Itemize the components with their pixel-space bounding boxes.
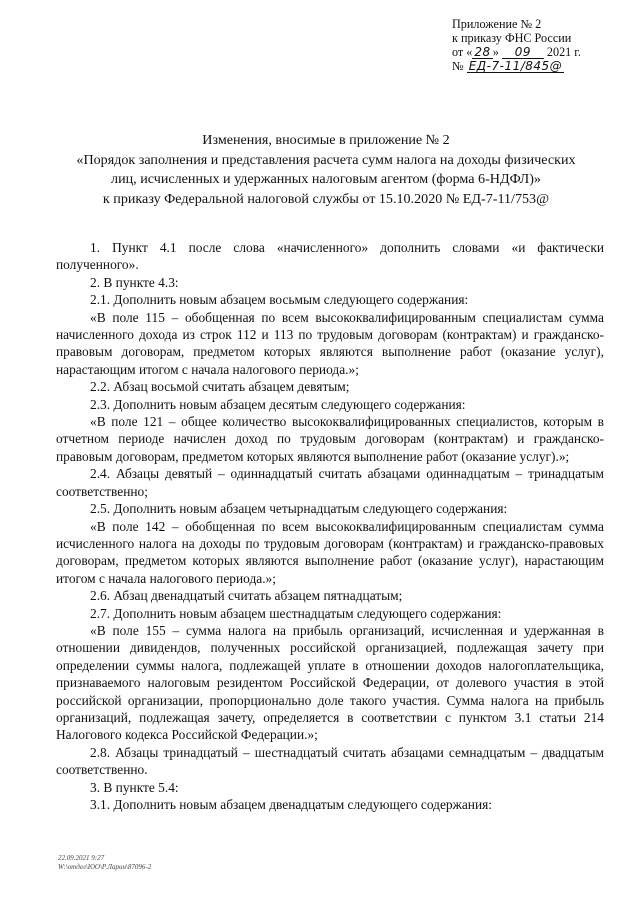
paragraph-2-8: 2.8. Абзацы тринадцатый – шестнадцатый считать абзацами семнадцатым – двадцатым соответственно. xyxy=(56,744,604,778)
date-day: 28 xyxy=(474,45,491,59)
paragraph-3-1: 3.1. Дополнить новым абзацем двенадцатым следующего содержания: xyxy=(90,797,493,812)
paragraph-quote-115: «В поле 115 – обобщенная по всем высококвалифицированным специалистам сумма начисленного дохода из строк 112 и 113 по трудовым договорам (контрактам) и гражданско-правовым договорам, предметом которых являются выполнение работ (оказание услуг), нарастающим итогом с начала налогового периода.»; xyxy=(56,309,604,377)
footer-filepath: W:\отдел\ЮО\Р.Ларин\87096-2 xyxy=(58,863,152,871)
footer-timestamp: 22.09.2021 9:27 xyxy=(58,854,105,862)
number-value: ЕД-7-11/845@ xyxy=(468,59,563,73)
date-prefix: от « xyxy=(452,45,473,59)
footer-note xyxy=(58,854,151,872)
title-line-2: «Порядок заполнения и представления расчета сумм налога на доходы физических xyxy=(76,151,576,168)
title-line-1: Изменения, вносимые в приложение № 2 xyxy=(202,132,450,148)
paragraph-2: 2. В пункте 4.3: xyxy=(90,274,179,290)
appendix-date xyxy=(452,45,612,59)
number-prefix: № xyxy=(452,59,464,73)
paragraph-3: 3. В пункте 5.4: xyxy=(90,779,179,795)
appendix-number xyxy=(452,59,612,73)
paragraph-2-7: 2.7. Дополнить новым абзацем шестнадцатым следующего содержания: xyxy=(90,605,502,621)
paragraph-2-3: 2.3. Дополнить новым абзацем десятым следующего содержания: xyxy=(90,396,466,412)
paragraph-2-4: 2.4. Абзацы девятый – одиннадцатый считать абзацами одиннадцатым – тринадцатым соответственно; xyxy=(56,466,604,499)
date-month: 09 xyxy=(502,46,544,59)
paragraph-2-5: 2.5. Дополнить новым абзацем четырнадцатым следующего содержания: xyxy=(90,501,508,517)
paragraph-2-2: 2.2. Абзац восьмой считать абзацем девятым; xyxy=(90,379,350,395)
paragraph-2-6: 2.6. Абзац двенадцатый считать абзацем пятнадцатым; xyxy=(90,588,403,604)
paragraph-quote-142: «В поле 142 – обобщенная по всем высококвалифицированным специалистам сумма исчисленного налога на доходы по трудовым договорам (контрактам) и гражданско-правовых договорам, предметом которых являются выполнение работ (оказание услуг), нарастающим итогом с начала налогового периода.»; xyxy=(56,518,604,586)
appendix-title: Приложение № 2 xyxy=(452,17,542,31)
title-line-4: к приказу Федеральной налоговой службы от 15.10.2020 № ЕД-7-11/753@ xyxy=(102,190,550,207)
appendix-order-ref: к приказу ФНС России xyxy=(452,31,572,45)
date-mid: » xyxy=(492,45,499,59)
title-line-3: лиц, исчисленных и удержанных налоговым агентом (форма 6-НДФЛ)» xyxy=(111,171,541,187)
date-year: 2021 г. xyxy=(546,45,581,59)
paragraph-quote-155: «В поле 155 – сумма налога на прибыль организаций, исчисленная и удержанная в отношении дивидендов, полученных российской организацией, подлежащая зачету при определении суммы налога, подлежащей уплате в отношении доходов налогоплательщика, признаваемого налоговым резидентом Российской Федерации, от долевого участия в этой российской организации, пропорционально доле такого участия. Сумма налога на прибыль организаций, подлежащая зачету, определяется в соответствии с пунктом 3.1 статьи 214 Налогового кодекса Российской Федерации.»; xyxy=(56,622,604,743)
appendix-header xyxy=(452,17,612,73)
paragraph-quote-121: «В поле 121 – общее количество высококвалифицированных специалистов, которым в отчетном периоде начислен доход по трудовым договорам (контрактам) и гражданско-правовым договорам, предметом которых являются выполнение работ (оказание услуг).»; xyxy=(56,414,604,464)
paragraph-1: 1. Пункт 4.1 после слова «начисленного» дополнить словами «и фактически полученного». xyxy=(56,240,604,273)
paragraph-2-1: 2.1. Дополнить новым абзацем восьмым следующего содержания: xyxy=(90,292,469,308)
document-body xyxy=(56,239,604,813)
document-title xyxy=(40,131,612,209)
